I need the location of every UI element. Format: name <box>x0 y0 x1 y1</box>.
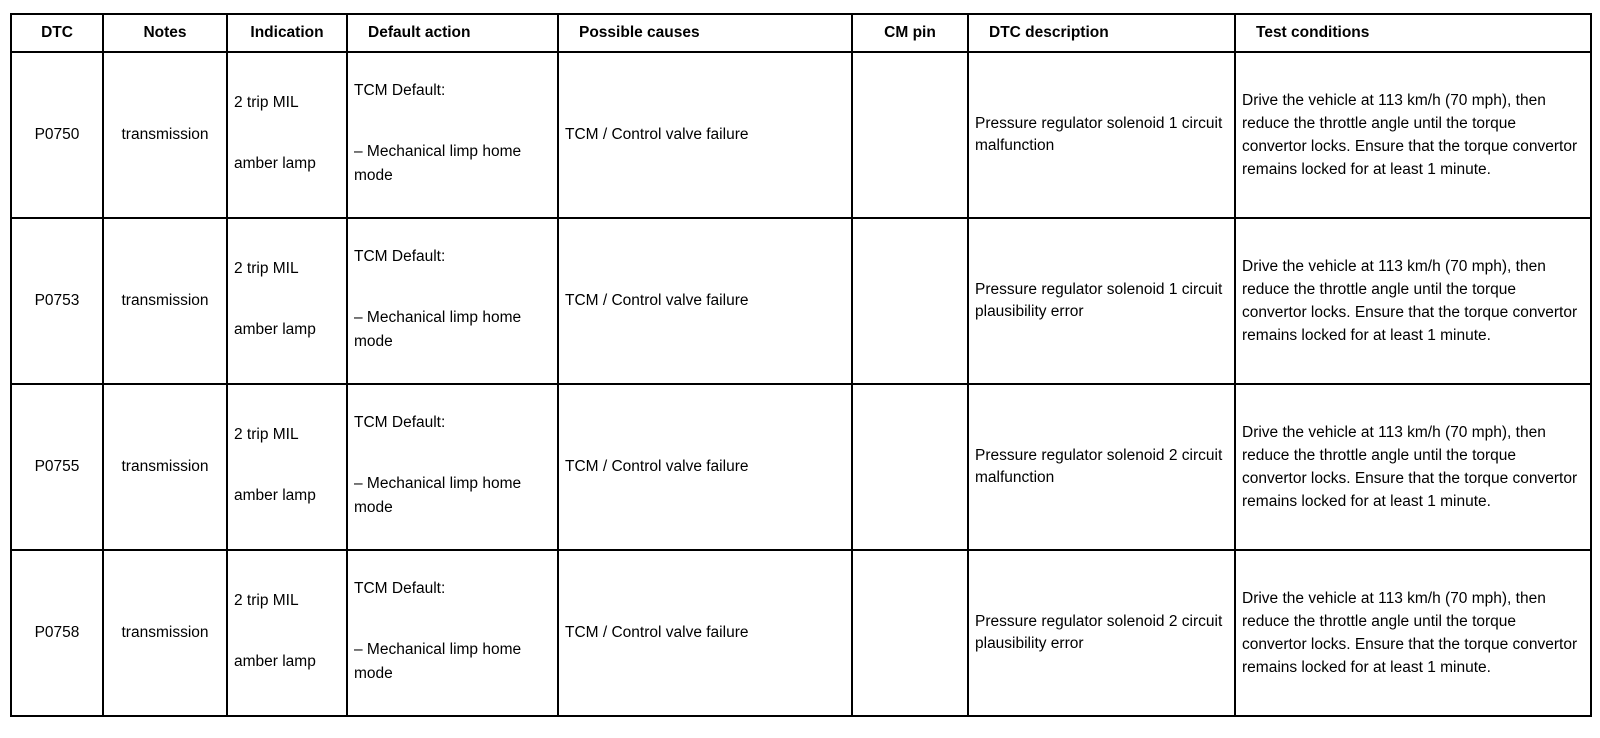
table-row <box>11 550 1591 716</box>
header-row <box>11 14 1591 52</box>
test-conditions-cell: Drive the vehicle at 113 km/h (70 mph), then reduce the throttle angle until the torque convertor locks. Ensure that the torque convertor remains locked for at least 1 minute. <box>1235 384 1591 550</box>
default-action-cell <box>347 550 558 716</box>
dtc-description-cell: Pressure regulator solenoid 1 circuit plausibility error <box>968 218 1235 384</box>
default-action-cell <box>347 384 558 550</box>
header-dtc-description: DTC description <box>968 14 1235 52</box>
default-action-line-2: – Mechanical limp home mode <box>354 142 522 184</box>
possible-causes-cell: TCM / Control valve failure <box>558 550 852 716</box>
indication-line-2: amber lamp <box>234 486 316 504</box>
test-conditions-cell: Drive the vehicle at 113 km/h (70 mph), then reduce the throttle angle until the torque convertor locks. Ensure that the torque convertor remains locked for at least 1 minute. <box>1235 218 1591 384</box>
default-action-line-1: TCM Default: <box>354 413 446 431</box>
indication-line-2: amber lamp <box>234 320 316 338</box>
indication-line-1: 2 trip MIL <box>234 259 299 277</box>
default-action-line-2: – Mechanical limp home mode <box>354 474 522 516</box>
test-conditions-cell: Drive the vehicle at 113 km/h (70 mph), then reduce the throttle angle until the torque convertor locks. Ensure that the torque convertor remains locked for at least 1 minute. <box>1235 52 1591 218</box>
dtc-code-cell: P0758 <box>11 550 103 716</box>
indication-line-2: amber lamp <box>234 652 316 670</box>
table-body <box>11 52 1591 716</box>
test-conditions-cell: Drive the vehicle at 113 km/h (70 mph), then reduce the throttle angle until the torque convertor locks. Ensure that the torque convertor remains locked for at least 1 minute. <box>1235 550 1591 716</box>
possible-causes-cell: TCM / Control valve failure <box>558 384 852 550</box>
notes-cell: transmission <box>103 550 227 716</box>
cm-pin-cell <box>852 550 968 716</box>
header-dtc: DTC <box>11 14 103 52</box>
cm-pin-cell <box>852 384 968 550</box>
notes-cell: transmission <box>103 384 227 550</box>
table-row <box>11 218 1591 384</box>
header-notes: Notes <box>103 14 227 52</box>
default-action-cell <box>347 218 558 384</box>
header-cm-pin: CM pin <box>852 14 968 52</box>
dtc-table <box>10 13 1592 717</box>
possible-causes-cell: TCM / Control valve failure <box>558 218 852 384</box>
indication-cell <box>227 550 347 716</box>
indication-cell <box>227 52 347 218</box>
table-header <box>11 14 1591 52</box>
default-action-line-1: TCM Default: <box>354 579 446 597</box>
dtc-description-cell: Pressure regulator solenoid 1 circuit malfunction <box>968 52 1235 218</box>
indication-cell <box>227 384 347 550</box>
indication-line-1: 2 trip MIL <box>234 591 299 609</box>
default-action-line-2: – Mechanical limp home mode <box>354 640 522 682</box>
table-row <box>11 52 1591 218</box>
dtc-code-cell: P0755 <box>11 384 103 550</box>
header-default-action: Default action <box>347 14 558 52</box>
table-row <box>11 384 1591 550</box>
possible-causes-cell: TCM / Control valve failure <box>558 52 852 218</box>
header-possible-causes: Possible causes <box>558 14 852 52</box>
dtc-description-cell: Pressure regulator solenoid 2 circuit malfunction <box>968 384 1235 550</box>
cm-pin-cell <box>852 218 968 384</box>
dtc-description-cell: Pressure regulator solenoid 2 circuit plausibility error <box>968 550 1235 716</box>
notes-cell: transmission <box>103 52 227 218</box>
indication-cell <box>227 218 347 384</box>
header-indication: Indication <box>227 14 347 52</box>
notes-cell: transmission <box>103 218 227 384</box>
indication-line-1: 2 trip MIL <box>234 425 299 443</box>
dtc-code-cell: P0750 <box>11 52 103 218</box>
default-action-line-1: TCM Default: <box>354 81 446 99</box>
indication-line-1: 2 trip MIL <box>234 93 299 111</box>
header-test-conditions: Test conditions <box>1235 14 1591 52</box>
cm-pin-cell <box>852 52 968 218</box>
default-action-cell <box>347 52 558 218</box>
default-action-line-1: TCM Default: <box>354 247 446 265</box>
default-action-line-2: – Mechanical limp home mode <box>354 308 522 350</box>
dtc-code-cell: P0753 <box>11 218 103 384</box>
indication-line-2: amber lamp <box>234 154 316 172</box>
